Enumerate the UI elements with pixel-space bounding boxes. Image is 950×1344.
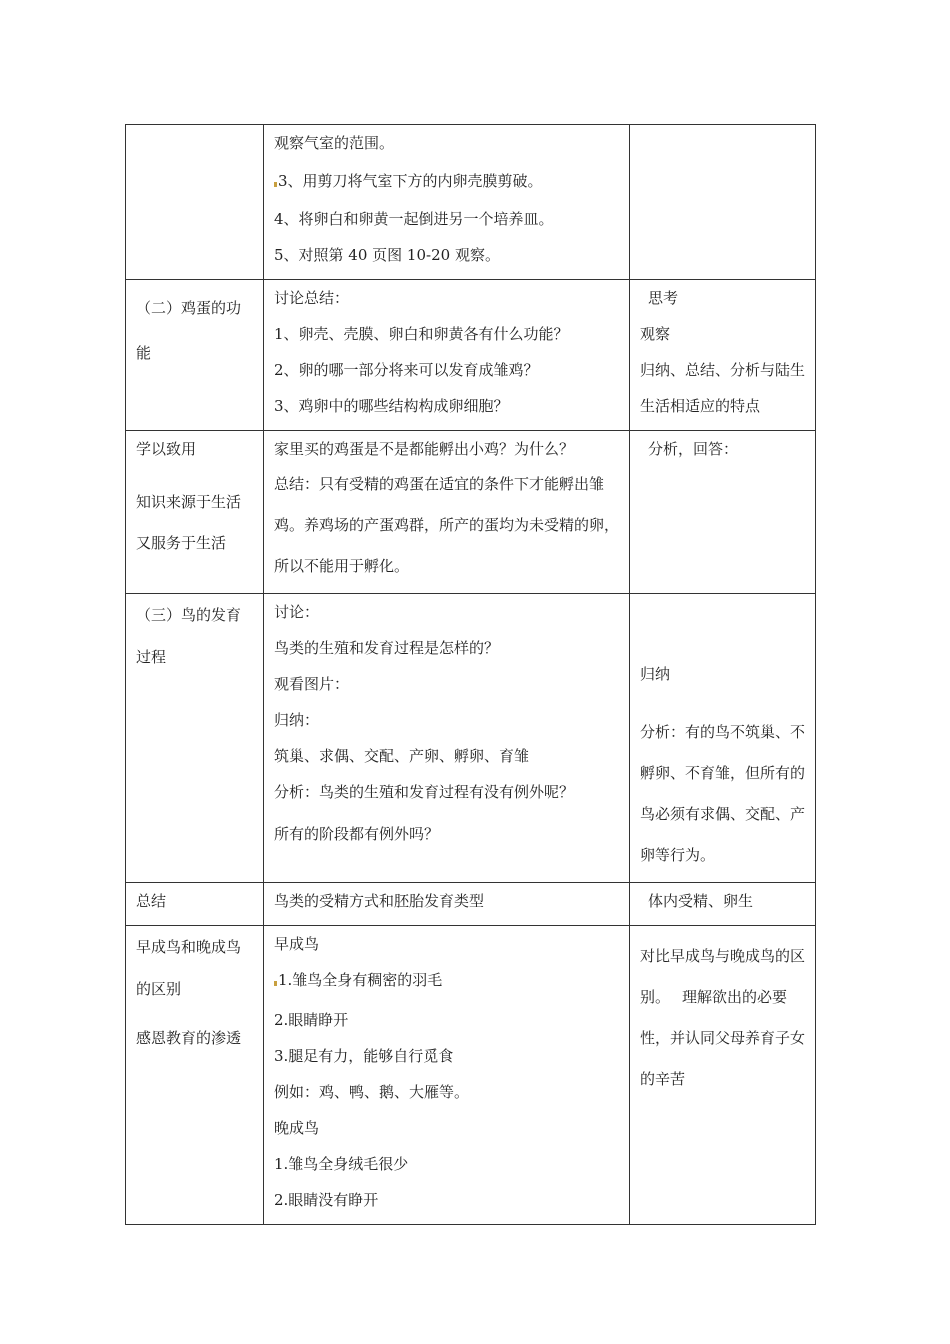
content-line: 晚成鸟 <box>274 1119 320 1137</box>
activity-line: 归纳 <box>640 665 671 683</box>
section-cell <box>126 125 264 280</box>
content-line: 筑巢、求偶、交配、产卵、孵卵、育雏 <box>274 747 530 765</box>
content-line: 5、对照第 40 页图 10-20 观察。 <box>274 246 500 264</box>
content-line: 分析：鸟类的生殖和发育过程有没有例外呢？ <box>274 783 575 801</box>
section-note: 感恩教育的渗透 <box>136 1029 242 1047</box>
activity-line: 对比早成鸟与晚成鸟的区别。 <box>640 947 806 1006</box>
content-line: 早成鸟 <box>274 935 320 953</box>
section-note: 知识来源于生活又服务于生活 <box>136 493 242 552</box>
content-line: 2.眼睛睁开 <box>274 1011 349 1029</box>
content-cell <box>264 926 630 1225</box>
section-title: （三）鸟的发育过程 <box>136 606 242 666</box>
content-line: 讨论： <box>274 603 320 621</box>
table-row <box>126 926 816 1225</box>
activity-cell <box>630 594 816 883</box>
lesson-plan-table <box>125 124 816 1225</box>
activity-line: 观察 <box>640 325 671 343</box>
edit-mark-icon <box>274 981 277 986</box>
activity-cell <box>630 883 816 926</box>
activity-line: 思考 <box>648 289 679 307</box>
section-cell <box>126 431 264 594</box>
activity-line: 分析，回答： <box>648 440 739 458</box>
section-title: 总结 <box>136 892 167 910</box>
section-title: （二）鸡蛋的功能 <box>136 299 242 362</box>
activity-line: 分析：有的鸟不筑巢、不孵卵、不育雏，但所有的鸟必须有求偶、交配、产卵等行为。 <box>640 723 806 864</box>
content-line: 2、卵的哪一部分将来可以发育成雏鸡？ <box>274 361 539 379</box>
content-cell <box>264 280 630 431</box>
activity-cell <box>630 125 816 280</box>
activity-cell <box>630 926 816 1225</box>
content-cell <box>264 883 630 926</box>
content-line: 3、用剪刀将气室下方的内卵壳膜剪破。 <box>274 163 621 199</box>
content-line: 讨论总结： <box>274 289 350 307</box>
content-line: 2.眼睛没有睁开 <box>274 1191 379 1209</box>
content-line: 观看图片： <box>274 675 350 693</box>
table-row <box>126 431 816 594</box>
content-line: 4、将卵白和卵黄一起倒进另一个培养皿。 <box>274 210 554 228</box>
content-line: 总结：只有受精的鸡蛋在适宜的条件下才能孵出雏鸡。养鸡场的产蛋鸡群，所产的蛋均为未受精的卵，所以不能用于孵化。 <box>274 475 620 575</box>
content-line: 1.雏鸟全身有稠密的羽毛 <box>274 962 621 998</box>
content-line: 1、卵壳、壳膜、卵白和卵黄各有什么功能？ <box>274 325 569 343</box>
content-line: 例如：鸡、鸭、鹅、大雁等。 <box>274 1083 470 1101</box>
table-row <box>126 280 816 431</box>
edit-mark-icon <box>274 182 277 187</box>
activity-cell <box>630 431 816 594</box>
activity-cell <box>630 280 816 431</box>
table-row <box>126 125 816 280</box>
activity-line: 归纳、总结、分析与陆生生活相适应的特点 <box>640 361 806 415</box>
content-cell <box>264 594 630 883</box>
content-line: 归纳： <box>274 711 320 729</box>
content-cell <box>264 431 630 594</box>
section-title: 早成鸟和晚成鸟的区别 <box>136 938 242 998</box>
table-row <box>126 594 816 883</box>
activity-line: 体内受精、卵生 <box>648 892 754 910</box>
content-line: 所有的阶段都有例外吗？ <box>274 825 440 843</box>
section-cell <box>126 280 264 431</box>
content-line: 家里买的鸡蛋是不是都能孵出小鸡？为什么？ <box>274 440 575 458</box>
content-line: 3.腿足有力，能够自行觅食 <box>274 1047 454 1065</box>
section-cell <box>126 594 264 883</box>
content-cell <box>264 125 630 280</box>
content-line: 观察气室的范围。 <box>274 134 395 152</box>
content-line: 1.雏鸟全身绒毛很少 <box>274 1155 409 1173</box>
section-title: 学以致用 <box>136 440 197 458</box>
content-line: 鸟类的受精方式和胚胎发育类型 <box>274 892 485 910</box>
content-line: 鸟类的生殖和发育过程是怎样的？ <box>274 639 500 657</box>
section-cell <box>126 883 264 926</box>
activity-line: 理解欲出的必要性，并认同父母养育子女的辛苦 <box>640 988 806 1088</box>
content-line: 3、鸡卵中的哪些结构构成卵细胞？ <box>274 397 509 415</box>
section-cell <box>126 926 264 1225</box>
table-row <box>126 883 816 926</box>
